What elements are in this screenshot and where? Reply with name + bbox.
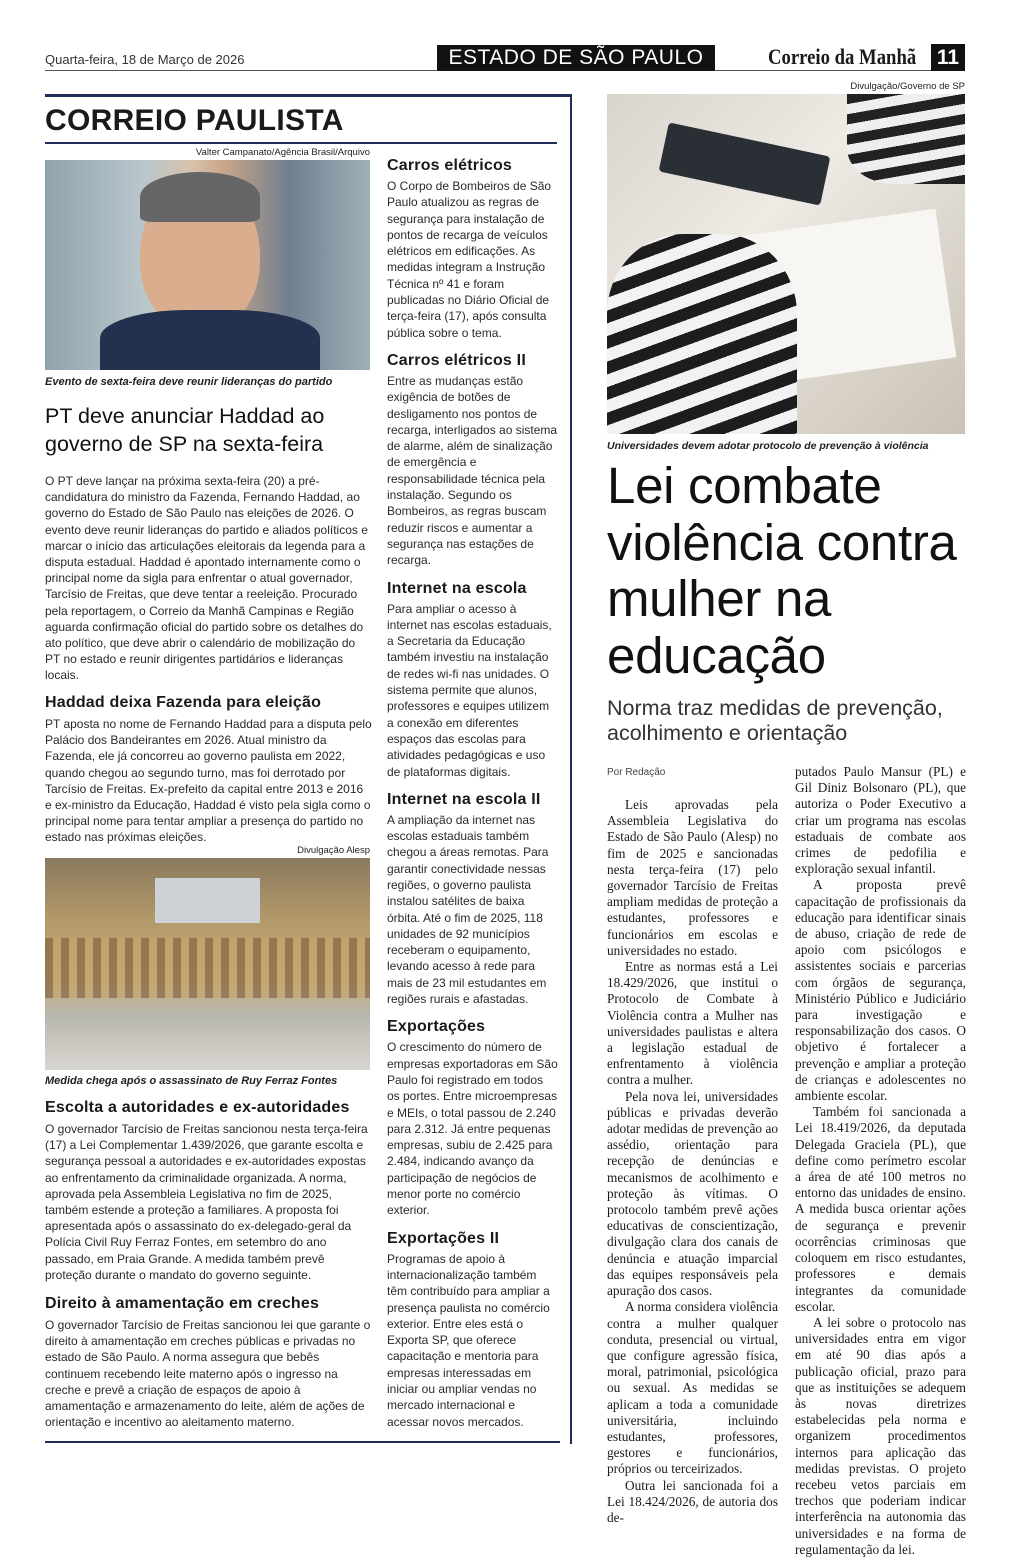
paragraph: Leis aprovadas pela Assembleia Legislativa do Estado de São Paulo (Alesp) no fim de 2025 e sancionadas nesta terça-feira (17) pelo governador Tarcísio de Freitas ampliam medidas de proteção a estudantes, professores e funcionários em escolas e universidades no estado.	[607, 797, 778, 958]
brief-title: Carros elétricos	[387, 157, 513, 174]
brief-text: Entre as mudanças estão exigência de botões de desligamento nos pontos de recarga, interligados ao sistema de alarme, além de sinalização de emergência e responsabilidade técnica pela instalação. Segundo os Bombeiros, as regras buscam reduzir riscos e aumentar a segurança nas estações de recarga.	[387, 373, 558, 568]
photo-credit: Divulgação Alesp	[297, 845, 370, 856]
column-box-top-border	[45, 94, 572, 97]
briefs-column	[387, 156, 559, 1440]
article-lead: O PT deve lançar na próxima sexta-feira (20) a pré-candidatura do ministro da Fazenda, Fernando Haddad, ao governo do Estado de São Paulo nas eleições de 2026. O evento deve reunir lideranças do partido e aliados políticos e marcar o início das articulações eleitorais da legenda para a disputa estadual. Haddad é apontado internamente como o principal nome da sigla para enfrentar o atual governador, Tarcísio de Freitas, que deve tentar a reeleição. Procurado pela reportagem, o Correio da Manhã Campinas e Região aguarda confirmação oficial do partido sobre os detalhes do ato político, que deve abrir o calendário de mobilização do PT no estado e reunir dirigentes partidários e lideranças locais.	[45, 474, 368, 683]
subhead-amamentacao: Direito à amamentação em creches	[45, 1295, 320, 1312]
brief-internet-escola	[387, 579, 559, 780]
brief-text: O Corpo de Bombeiros de São Paulo atualizou as regras de segurança para instalação de pontos de recarga de veículos elétricos em edificações. As medidas integram a Instrução Técnica nº 41 e foram publicadas no Diário Oficial de terça-feira (17), após consulta pública sobre o tema.	[387, 179, 552, 340]
column-kicker: CORREIO PAULISTA	[45, 104, 344, 137]
article-headline: PT deve anunciar Haddad ao governo de SP na sexta-feira	[45, 404, 325, 456]
brief-exportacoes-ii	[387, 1229, 559, 1430]
haddad-photo	[45, 160, 370, 370]
brief-escolta: O governador Tarcísio de Freitas sancionou nesta terça-feira (17) a Lei Complementar 1.439/2026, que garante escolta e segurança pessoal a autoridades e ex-autoridades expostas ao enfrentamento da criminalidade organizada. A norma, aprovada pela Assembleia Legislativa no fim de 2025, também estende a proteção a familiares. A proposta foi apresentada após o assassinato do ex-delegado-geral da Polícia Civil Ruy Ferraz Fontes, em setembro do ano passado, em Praia Grande. A medida também prevê proteção durante o mandato do governo seguinte.	[45, 1122, 368, 1282]
photo-caption: Evento de sexta-feira deve reunir lideranças do partido	[45, 376, 333, 388]
page-number: 11	[931, 44, 965, 71]
photo-caption: Universidades devem adotar protocolo de prevenção à violência	[607, 440, 929, 452]
paragraph: A proposta prevê capacitação de profissionais da educação para identificar sinais de abuso, criação de rede de apoio com psicólogos e assistentes sociais e parcerias com órgãos de segurança, Ministério Público e Judiciário para investigação e responsabilização dos casos. O objetivo é fortalecer a prevenção e ampliar a proteção de crianças e adolescentes no ambiente escolar.	[795, 877, 966, 1104]
brief-text: O crescimento do número de empresas exportadoras em São Paulo foi registrado em todos os portes. Entre microempresas e MEIs, o total passou de 2.240 para 2.312. Já entre pequenas empresas, subiu de 2.425 para 2.484, indicando avanço da participação de negócios de menor porte no comércio exterior.	[387, 1040, 558, 1218]
brief-title: Internet na escola II	[387, 790, 541, 808]
paragraph: putados Paulo Mansur (PL) e Gil Diniz Bolsonaro (PL), que autoriza o Poder Executivo a criar um programa nas escolas estaduais de combate aos crimes de pedofilia e exploração sexual infantil.	[795, 764, 966, 877]
paragraph: A norma considera violência contra a mulher qualquer conduta, presencial ou virtual, que configure agressão física, moral, patrimonial, psicológica ou sexual. As medidas se aplicam a toda a comunidade universitária, incluindo estudantes, professores, gestores e funcionários, próprios ou terceirizados.	[607, 1299, 778, 1477]
brief-title: Exportações II	[387, 1229, 500, 1247]
article-headline: Lei combate violência contra mulher na educação	[607, 457, 957, 684]
brief-title: Exportações	[387, 1018, 486, 1036]
paragraph: Pela nova lei, universidades públicas e privadas deverão adotar medidas de prevenção ao assédio, orientação para recepção de denúncias e mecanismos de acolhimento e proteção às vítimas. O protocolo também prevê ações educativas de conscientização, divulgação clara dos canais de denúncia e atuação imparcial das equipes responsáveis pela apuração dos casos.	[607, 1088, 778, 1299]
paragraph: Entre as normas está a Lei 18.429/2026, que institui o Protocolo de Combate à Violência contra a Mulher nas universidades paulistas e altera a legislação estadual de enfrentamento à violência contra a mulher.	[607, 959, 778, 1088]
newspaper-logo: Correio da Manhã	[768, 44, 917, 69]
kicker-rule	[45, 142, 557, 144]
paragraph: Outra lei sancionada foi a Lei 18.424/2026, de autoria dos de-	[607, 1477, 778, 1525]
brief-title: Internet na escola	[387, 579, 527, 597]
article-subheadline: Norma traz medidas de prevenção, acolhimento e orientação	[607, 696, 943, 745]
brief-haddad-fazenda: PT aposta no nome de Fernando Haddad para a disputa pelo Palácio dos Bandeirantes em 2026. Atual ministro da Fazenda, ele já concorreu ao governo paulista em 2022, quando chegou ao segundo turno, mas foi derrotado por Tarcísio de Freitas. Ex-prefeito da capital entre 2013 e 2016 e ex-ministro da Educação, Haddad é visto pela sigla como o principal nome para tentar ampliar a presença do partido no estado nas próximas eleições.	[45, 717, 372, 845]
article-body-col1	[607, 797, 778, 1526]
byline: Por Redação	[607, 767, 666, 778]
issue-date: Quarta-feira, 18 de Março de 2026	[45, 52, 245, 67]
brief-text: A ampliação da internet nas escolas estaduais também chegou a áreas remotas. Para garantir conectividade nessas regiões, o governo paulista instalou satélites de baixa órbita. Até o fim de 2025, 118 unidades de 92 municípios receberam o equipamento, levando acesso à rede para mais de 23 mil estudantes em regiões rurais e afastadas.	[387, 812, 549, 1007]
brief-title: Carros elétricos II	[387, 351, 526, 369]
paragraph: Também foi sancionada a Lei 18.419/2026, da deputada Delegada Graciela (PL), que define como perímetro escolar a área de até 100 metros no entorno das unidades de ensino. A medida busca orientar ações de segurança e prevenir ocorrências criminosas que coloquem em risco estudantes, professores e demais integrantes da comunidade escolar.	[795, 1104, 966, 1314]
brief-text: Para ampliar o acesso à internet nas escolas estaduais, a Secretaria da Educação também investiu na instalação de redes wi-fi nas unidades. O sistema permite que alunos, professores e equipes utilizem a conexão em diferentes espaços das escolas para atividades pedagógicas e uso de plataformas digitais.	[387, 601, 552, 779]
brief-carros-eletricos-ii	[387, 351, 559, 569]
column-box-right-border	[570, 94, 572, 1444]
photo-caption: Medida chega após o assassinato de Ruy Ferraz Fontes	[45, 1075, 338, 1087]
photo-credit: Divulgação/Governo de SP	[850, 81, 965, 92]
article-body-col2	[795, 764, 966, 1558]
photo-credit: Valter Campanato/Agência Brasil/Arquivo	[195, 147, 370, 158]
classroom-photo	[607, 94, 965, 434]
brief-internet-escola-ii	[387, 790, 559, 1008]
subhead-escolta: Escolta a autoridades e ex-autoridades	[45, 1099, 350, 1116]
column-box-bottom-border	[45, 1441, 560, 1443]
section-banner: ESTADO DE SÃO PAULO	[437, 45, 715, 71]
brief-text: Programas de apoio à internacionalização também têm contribuído para ampliar a presença paulista no comércio exterior. Entre eles está o Exporta SP, que oferece capacitação e mentoria para empresas interessadas em iniciar ou ampliar vendas no mercado internacional e acessar novos mercados.	[387, 1251, 550, 1429]
subhead-haddad-fazenda: Haddad deixa Fazenda para eleição	[45, 694, 322, 711]
alesp-plenary-photo	[45, 858, 370, 1070]
brief-carros-eletricos	[387, 156, 559, 341]
brief-amamentacao: O governador Tarcísio de Freitas sancionou lei que garante o direito à amamentação em creches públicas e privadas no estado de São Paulo. A norma assegura que bebês continuem recebendo leite materno após o ingresso na creche e prevê a criação de espaços de apoio à amamentação e armazenamento do leite, além de ações de orientação e incentivo ao aleitamento materno.	[45, 1318, 371, 1430]
brief-exportacoes	[387, 1017, 559, 1218]
paragraph: A lei sobre o protocolo nas universidades entra em vigor em até 90 dias após a publicação oficial, prazo para que as instituições se adequem às novas diretrizes estabelecidas pela norma e organizem procedimentos internos para aplicação das medidas previstas. O projeto recebeu vetos parciais em trechos que poderiam indicar interferência na autonomia das universidades e na forma de regulamentação da lei.	[795, 1314, 966, 1557]
